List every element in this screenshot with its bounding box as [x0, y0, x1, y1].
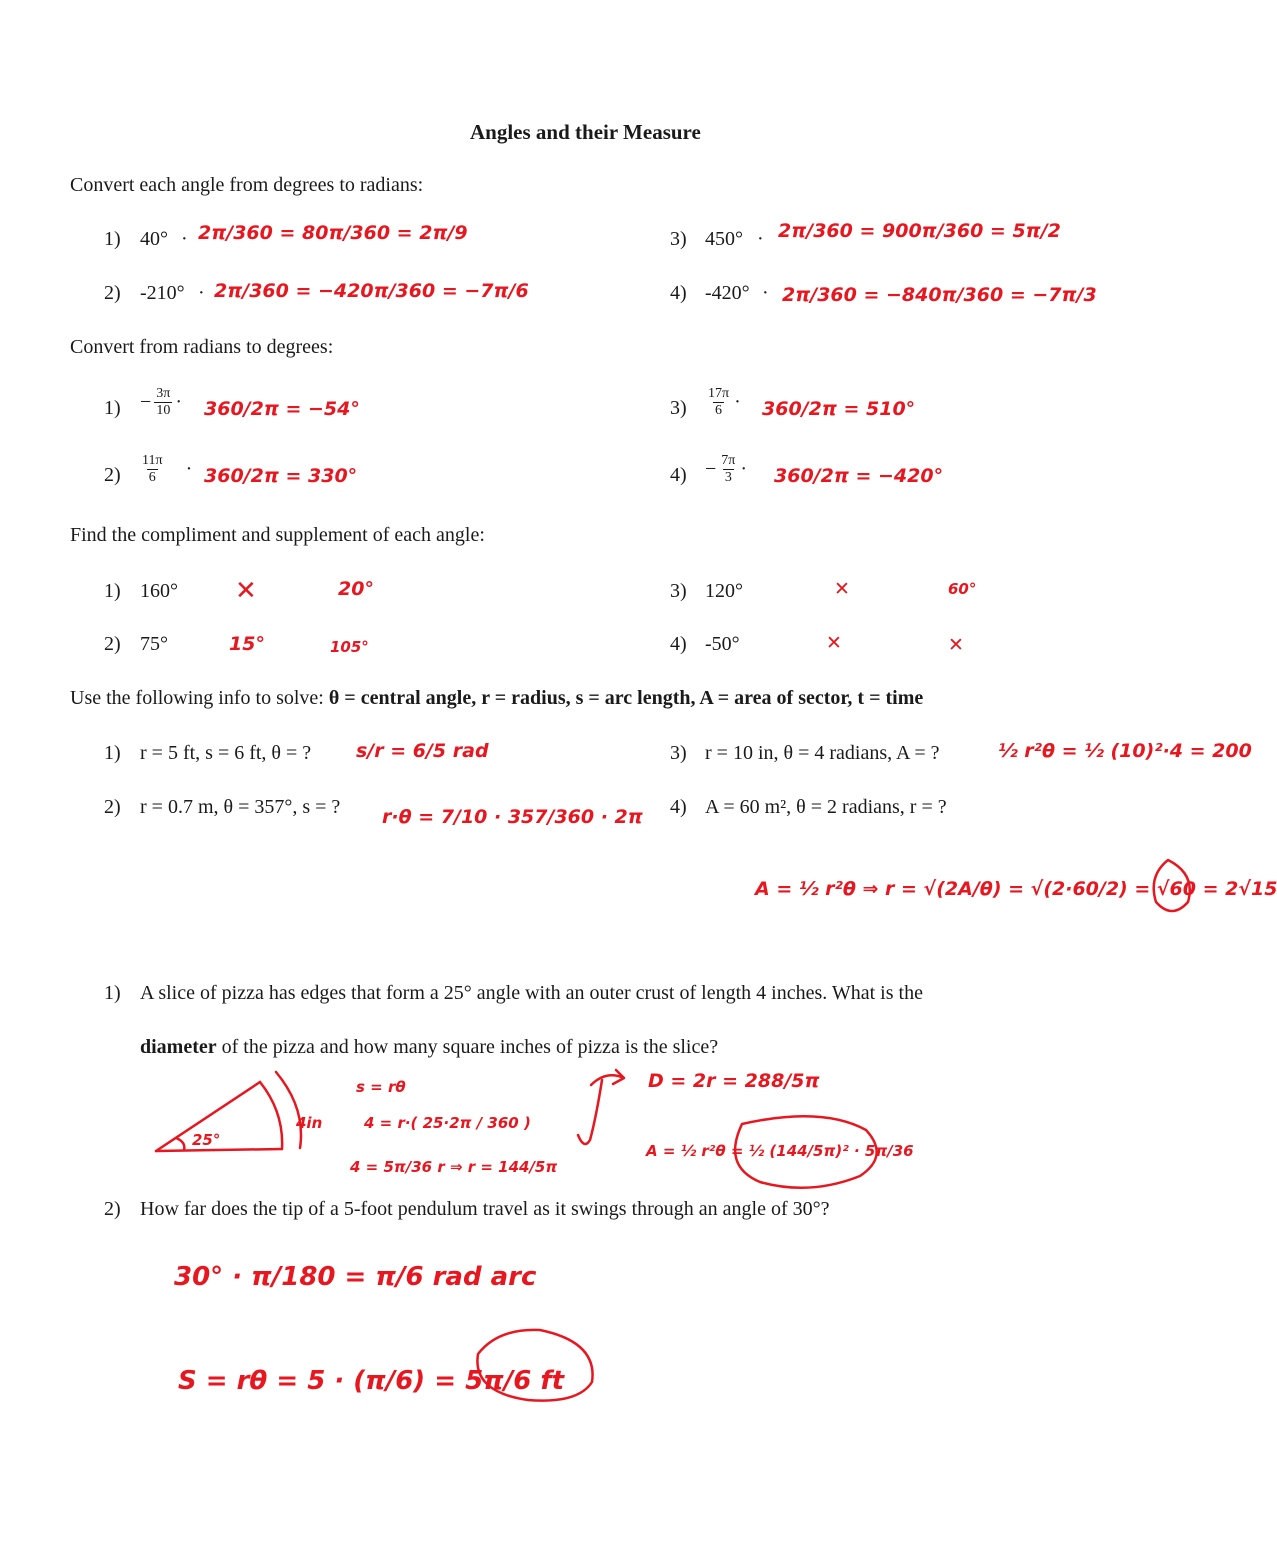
angle-arc: [176, 1138, 184, 1150]
handwritten-step: 30° · π/180 = π/6 rad arc: [174, 1262, 537, 1292]
complement-answer: ✕: [235, 576, 257, 606]
section-heading-rad-to-deg: Convert from radians to degrees:: [70, 336, 334, 358]
problem-text-line: How far does the tip of a 5-foot pendulum travel as it swings through an angle of 30°?: [140, 1198, 830, 1220]
problem-angle: -210°: [140, 282, 185, 304]
multiply-dot: ·: [740, 458, 748, 481]
handwritten-step: 4 = 5π/36 r ⇒ r = 144/5π: [350, 1158, 558, 1176]
problem-number: 1): [104, 228, 121, 250]
handwritten-work: s/r = 6/5 rad: [356, 740, 489, 762]
problem-text: A = 60 m², θ = 2 radians, r = ?: [705, 796, 947, 818]
problem-angle: 40°: [140, 228, 168, 250]
handwritten-work: r·θ = 7/10 · 357/360 · 2π: [382, 806, 643, 828]
slice-crust-arc: [260, 1082, 282, 1149]
problem-number: 1): [104, 580, 121, 602]
denominator: 10: [156, 403, 171, 419]
problem-text-rest: of the pizza and how many square inches of pizza is the slice?: [216, 1036, 719, 1058]
problem-angle: -50°: [705, 633, 740, 655]
section-heading-deg-to-rad: Convert each angle from degrees to radians:: [70, 174, 424, 196]
numerator: 11π: [142, 453, 163, 468]
handwritten-work: 360/2π = −420°: [774, 465, 944, 487]
problem-number: 4): [670, 464, 687, 486]
multiply-dot: ·: [757, 228, 764, 250]
problem-angle: 75°: [140, 633, 168, 655]
area-answer: A = ½ r²θ = ½ (144/5π)² · 5π/36: [646, 1142, 914, 1160]
problem-number: 4): [670, 796, 687, 818]
denominator: 6: [715, 403, 723, 419]
handwritten-step: S = rθ = 5 · (π/6) = 5π/6 ft: [178, 1366, 565, 1396]
multiply-dot: ·: [198, 282, 205, 304]
page-title: Angles and their Measure: [470, 120, 701, 144]
problem-number: 2): [104, 633, 121, 655]
handwritten-work: 2π/360 = −420π/360 = −7π/6: [214, 280, 529, 302]
sign: −: [140, 391, 152, 414]
problem-angle: 120°: [705, 580, 743, 602]
handwritten-work: 2π/360 = 900π/360 = 5π/2: [778, 220, 1061, 242]
heading-plain: Use the following info to solve:: [70, 687, 329, 709]
handwritten-work: 2π/360 = −840π/360 = −7π/3: [782, 284, 1097, 306]
supplement-answer: 60°: [948, 580, 977, 598]
numerator: 17π: [708, 386, 730, 401]
supplement-answer: 20°: [338, 578, 374, 600]
problem-number: 2): [104, 1198, 121, 1220]
integral-stroke: [578, 1080, 602, 1144]
handwritten-work: 2π/360 = 80π/360 = 2π/9: [198, 222, 468, 244]
problem-text: r = 0.7 m, θ = 357°, s = ?: [140, 796, 341, 818]
supplement-answer: ✕: [948, 634, 964, 656]
answer-circle: [1154, 860, 1190, 911]
problem-number: 4): [670, 633, 687, 655]
handwritten-work: 360/2π = −54°: [204, 398, 360, 420]
handwritten-work: ½ r²θ = ½ (10)²·4 = 200: [998, 740, 1252, 762]
multiply-dot: ·: [185, 458, 193, 481]
numerator: 7π: [721, 453, 736, 468]
angle-label: 25°: [192, 1131, 221, 1149]
complement-answer: 15°: [229, 633, 265, 655]
crust-bracket: [276, 1072, 301, 1148]
denominator: 6: [148, 470, 156, 486]
problem-number: 2): [104, 282, 121, 304]
heading-definitions: θ = central angle, r = radius, s = arc length, A = area of sector, t = time: [328, 687, 924, 709]
problem-number: 3): [670, 228, 687, 250]
problem-text-line: A slice of pizza has edges that form a 25° angle with an outer crust of length 4 inches. What is the: [140, 982, 923, 1004]
integral-arrow: [591, 1070, 624, 1085]
denominator: 3: [724, 470, 732, 486]
slice-edge-lower: [156, 1149, 282, 1151]
problem-number: 4): [670, 282, 687, 304]
handwritten-step: 4 = r·( 25·2π / 360 ): [364, 1114, 531, 1132]
problem-text: r = 10 in, θ = 4 radians, A = ?: [705, 742, 940, 764]
problem-number: 2): [104, 464, 121, 486]
problem-number: 3): [670, 742, 687, 764]
multiply-dot: ·: [734, 391, 741, 414]
problem-number: 2): [104, 796, 121, 818]
handwritten-work: A = ½ r²θ ⇒ r = √(2A/θ) = √(2·60/2) = √60 = 2√15: [755, 878, 1277, 900]
complement-answer: ✕: [826, 632, 842, 654]
handwritten-step: s = rθ: [356, 1078, 406, 1096]
multiply-dot: ·: [181, 228, 188, 250]
multiply-dot: ·: [175, 391, 183, 414]
handwritten-work: 360/2π = 510°: [762, 398, 916, 420]
problem-number: 1): [104, 397, 121, 419]
problem-number: 3): [670, 397, 687, 419]
numerator: 3π: [156, 386, 171, 401]
section-heading-comp-supp: Find the compliment and supplement of each angle:: [70, 524, 485, 546]
problem-angle: -420°: [705, 282, 750, 304]
problem-number: 1): [104, 742, 121, 764]
sign: −: [705, 458, 717, 481]
complement-answer: ✕: [834, 578, 850, 600]
supplement-answer: 105°: [330, 638, 369, 656]
problem-number: 1): [104, 982, 121, 1004]
emphasis-diameter: diameter: [140, 1036, 217, 1058]
problem-angle: 450°: [705, 228, 743, 250]
problem-number: 3): [670, 580, 687, 602]
multiply-dot: ·: [762, 282, 769, 304]
side-label: 4in: [296, 1114, 323, 1132]
handwritten-work: 360/2π = 330°: [204, 465, 358, 487]
problem-angle: 160°: [140, 580, 178, 602]
problem-text: r = 5 ft, s = 6 ft, θ = ?: [140, 742, 312, 764]
diameter-answer: D = 2r = 288/5π: [648, 1070, 820, 1092]
